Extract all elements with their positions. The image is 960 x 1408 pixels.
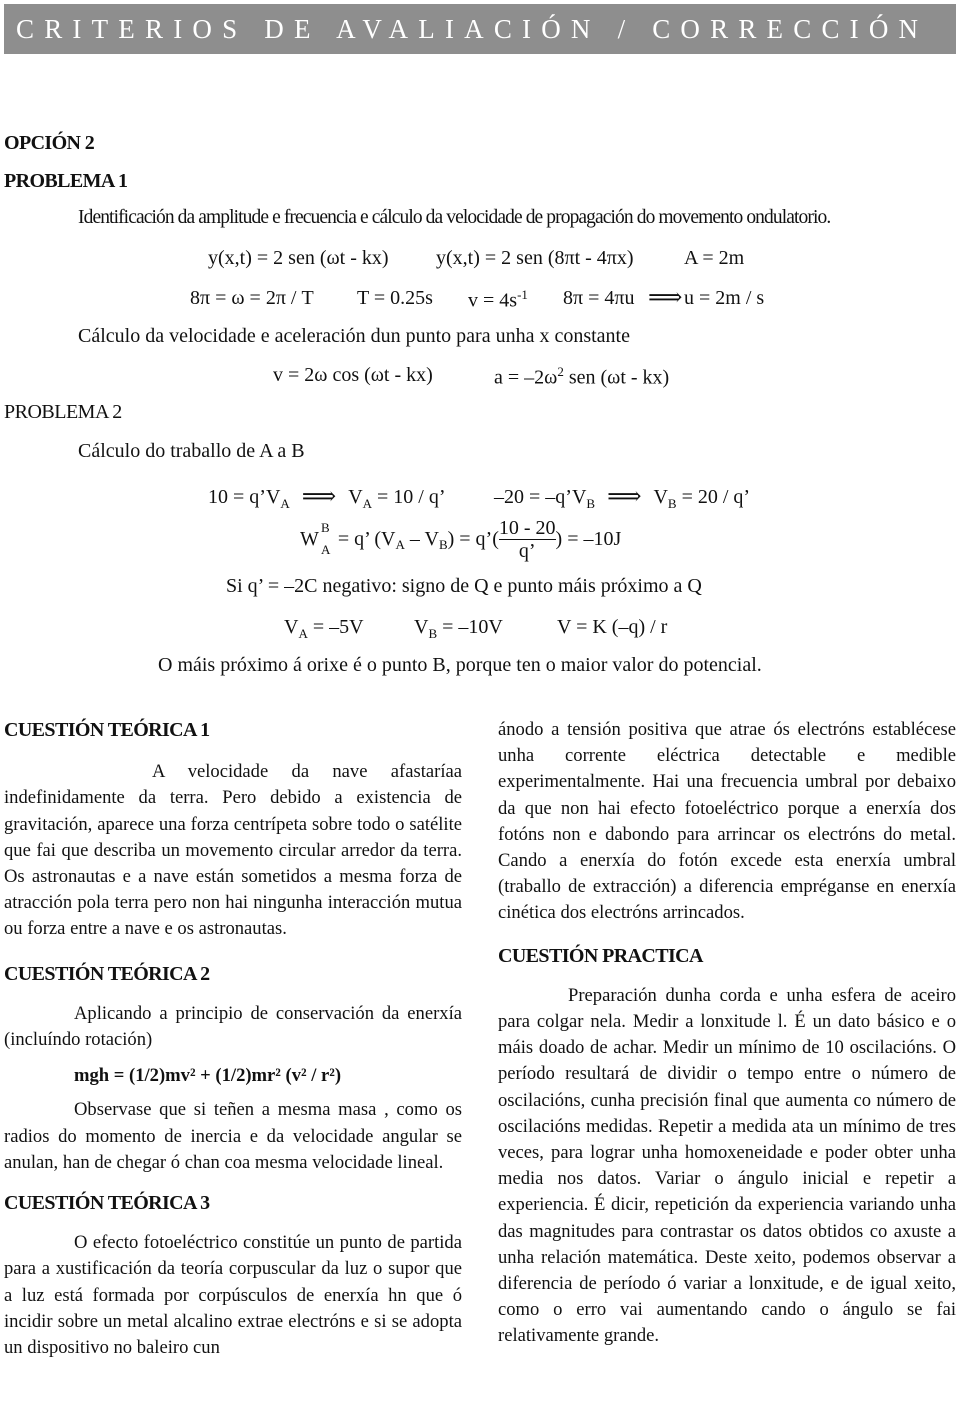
problem1-line2: Cálculo da velocidade e aceleración dun punto para unha x constante <box>78 325 630 347</box>
c2-equation: mgh = (1/2)mv² + (1/2)mr² (v² / r²) <box>74 1065 342 1087</box>
cp-text: Preparación dunha corda e unha esfera de aceiro para colgar nela. Medir a lonxitude l. É un dato básico e o máis doado de achar. Medir un mínimo de 10 oscilacións. O período resultará de dividir o tempo entre o número de oscilacións, cunha precisión final que aumenta co número de oscilacións medidas. Repetir a medida ata un mínimo de tres veces, para lograr unha homoxeneidade e poder obter unha media nos datos. Variar o ángulo inicial e repetir a experiencia. É dicir, repetición da experiencia variando unha das magnitudes para contrastar os datos obtidos co axuste a unha relación matemática. Deste xeito, podemos observar a diferencia de período ó variar a lonxitude, e de igual xeito, como o erro vai aumentando cando o ángulo se fai relativamente grande. <box>498 984 956 1347</box>
equation-wave-specific: y(x,t) = 2 sen (8πt - 4πx) <box>436 247 634 269</box>
equation-frequency: $v = 4s^{-1}$ <box>468 287 528 312</box>
equation-potential-a: $10 = q’V_A$ ⟹ $V_A = 10 / q$’ <box>208 484 446 511</box>
implies-arrow-icon: ⟹ <box>301 484 337 510</box>
problem1-intro: Identificación da amplitude e frecuencia e cálculo da velocidade de propagación do movemento ondulatorio. <box>78 207 831 228</box>
c2-text1: Aplicando a principio de conservación da enerxía (incluíndo rotación) <box>4 1002 462 1051</box>
c2-text2: Observase que si teñen a mesma masa , como os radios do momento de inercia e da velocidade angular se anulan, han de chegar ó chan coa mesma velocidade lineal. <box>4 1099 462 1173</box>
left-column <box>4 717 462 1361</box>
equation-amplitude: A = 2m <box>684 247 745 269</box>
equation-velocity: v = 2ω cos (ωt - kx) <box>273 364 433 386</box>
equation-omega: 8π = ω = 2π / T <box>190 287 314 309</box>
c3-continuation: ánodo a tensión positiva que atrae ós electróns establécese unha corrente eléctrica detectable e medible experimentalmente. Hai una frecuencia umbral por debaixo da que non hai efecto fotoeléctrico porque a enerxía dos fotóns non e dabondo para arrincar os electróns do metal. Cando a enerxía do fotón excede esta enerxía umbral (traballo de extracción) a diferencia empréganse en enerxía cinética dos electróns arrincados. <box>498 719 956 924</box>
problem2-line2: Si q’ = –2C negativo: signo de Q e punto máis próximo a Q <box>226 575 702 597</box>
cp-title: CUESTIÓN PRACTICA <box>498 944 703 967</box>
equation-va: $V_A = -5V$ <box>284 616 364 641</box>
equation-potential-law: V = K (–q) / r <box>557 616 668 638</box>
equation-k: 8π = 4πu <box>563 287 635 309</box>
header-banner: CRITERIOS DE AVALIACIÓN / CORRECCIÓN <box>4 4 956 54</box>
equation-potential-b: $-20 = -q’V_B$ ⟹ $V_B = 20 / q$’ <box>494 484 751 511</box>
implies-arrow-icon: ⟹ <box>607 484 642 510</box>
option-title: OPCIÓN 2 <box>4 132 95 154</box>
c1-text: A velocidade da nave afastaríaa indefinidamente da terra. Pero debido a existencia de gravitación, aparece una forza centrípeta sobre todo o satélite que fai que describa un movemento circular arredor da terra. Os astronautas e a nave están sometidos a mesma forza de atracción pola terra pero non hai ningunha interacción mutua ou forza entre a nave e os astronautas. <box>4 761 462 940</box>
equation-period: T = 0.25s <box>357 287 433 309</box>
problem2-conclusion: O máis próximo á orixe é o punto B, porque ten o maior valor do potencial. <box>158 654 762 676</box>
implies-arrow-icon: ⟹ <box>648 285 683 311</box>
equation-vb: $V_B = -10V$ <box>414 616 503 641</box>
equation-work: W B A = q’ $(V_A - V_B)$ = q’( $\frac{10 - 20}{q’}$ ) = –10J <box>300 517 622 562</box>
equation-wave-general: y(x,t) = 2 sen (ωt - kx) <box>208 247 389 269</box>
problem2-title: PROBLEMA 2 <box>4 401 122 423</box>
equation-acceleration: $a = -2\omega^2$ sen (ωt - kx) <box>494 364 670 389</box>
right-column <box>498 717 956 1350</box>
problem2-line1: Cálculo do traballo de A a B <box>78 440 305 462</box>
c3-text: O efecto fotoeléctrico constitúe un punto de partida para a xustificación da teoría corpuscular da luz o supor que a luz está formada por corpúsculos de enerxía hn que ó incidir sobre un metal alcalino extrae electróns e si se adopta un dispositivo no baleiro cun <box>4 1232 462 1359</box>
c3-title: CUESTIÓN TEÓRICA 3 <box>4 1192 210 1215</box>
c2-title: CUESTIÓN TEÓRICA 2 <box>4 962 210 985</box>
fraction: $\frac{10 - 20}{q’}$ <box>498 517 556 562</box>
equation-speed: u = 2m / s <box>684 287 765 309</box>
c1-title: CUESTIÓN TEÓRICA 1 <box>4 719 210 741</box>
problem1-title: PROBLEMA 1 <box>4 170 128 192</box>
